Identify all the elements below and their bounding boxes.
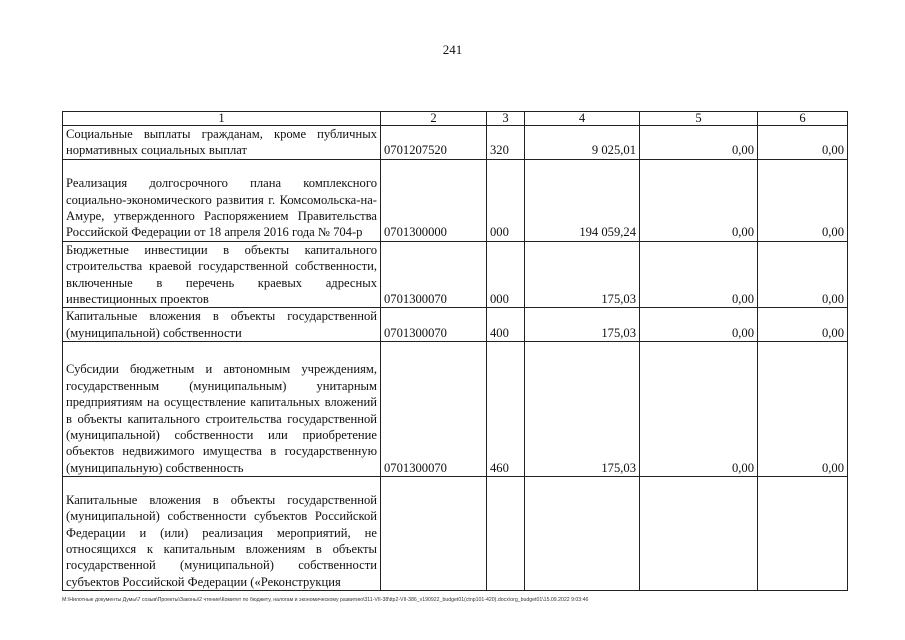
row-name: Субсидии бюджетным и автономным учреждениям, государственным (муниципальным) унитарным предприятиям на осуществление капитальных вложений в объекты капитального строительства государственной (муниципальной) собственности или приобретение объектов недвижимого имущества в государственную (муниципальную) собственность: [63, 342, 381, 477]
row-name: Капитальные вложения в объекты государственной (муниципальной) собственности: [63, 308, 381, 342]
row-expense-type: [487, 477, 525, 591]
row-col5: 0,00: [640, 126, 758, 160]
row-name: Социальные выплаты гражданам, кроме публичных нормативных социальных выплат: [63, 126, 381, 160]
row-target-code: [381, 477, 487, 591]
row-sum: 175,03: [525, 342, 640, 477]
table-row: [63, 308, 848, 342]
row-col6: 0,00: [758, 159, 848, 241]
row-expense-type: 000: [487, 159, 525, 241]
row-col5: 0,00: [640, 342, 758, 477]
table-row: [63, 342, 848, 477]
header-col-4: 4: [525, 112, 640, 126]
header-col-3: 3: [487, 112, 525, 126]
row-sum: 175,03: [525, 308, 640, 342]
row-name: Бюджетные инвестиции в объекты капитального строительства краевой государственной собственности, включенные в перечень краевых адресных инвестиционных проектов: [63, 241, 381, 308]
row-col6: 0,00: [758, 241, 848, 308]
row-target-code: 0701300070: [381, 342, 487, 477]
row-name: Капитальные вложения в объекты государственной (муниципальной) собственности субъектов Российской Федерации и (или) реализация мероприятий, не относящихся к капитальным вложениям в объекты государственной (муниципальной) собственности субъектов Российской Федерации («Реконструкция: [63, 477, 381, 591]
row-col5: 0,00: [640, 308, 758, 342]
page-number: 241: [442, 42, 463, 57]
row-sum: 175,03: [525, 241, 640, 308]
row-col5: [640, 477, 758, 591]
row-target-code: 0701300070: [381, 308, 487, 342]
row-col6: 0,00: [758, 308, 848, 342]
row-col5: 0,00: [640, 159, 758, 241]
header-col-1: 1: [63, 112, 381, 126]
row-target-code: 0701300070: [381, 241, 487, 308]
row-expense-type: 000: [487, 241, 525, 308]
table-row: [63, 477, 848, 591]
table-row: [63, 126, 848, 160]
row-col6: 0,00: [758, 342, 848, 477]
row-target-code: 0701300000: [381, 159, 487, 241]
row-sum: 194 059,24: [525, 159, 640, 241]
row-expense-type: 460: [487, 342, 525, 477]
budget-table: [62, 111, 848, 591]
header-row: [63, 112, 848, 126]
row-col5: 0,00: [640, 241, 758, 308]
row-sum: [525, 477, 640, 591]
row-col6: [758, 477, 848, 591]
document-footer-path: M:\Нилотные документы Думы\7 созыв\Проекты\Законы\2 чтение\Комитет по бюджету, налогам и экономическому развитию\311-VII-38\ttp2-VII-386_v190922_budget01(ctnp101-420).docx\org_budget01\15.09.2022 9:03:46: [62, 597, 589, 603]
row-target-code: 0701207520: [381, 126, 487, 160]
row-col6: 0,00: [758, 126, 848, 160]
table-row: [63, 159, 848, 241]
row-expense-type: 320: [487, 126, 525, 160]
header-col-2: 2: [381, 112, 487, 126]
row-expense-type: 400: [487, 308, 525, 342]
table-row: [63, 241, 848, 308]
row-name: Реализация долгосрочного плана комплексного социально-экономического развития г. Комсомольска-на-Амуре, утвержденного Распоряжением Правительства Российской Федерации от 18 апреля 2016 года № 704-р: [63, 159, 381, 241]
header-col-6: 6: [758, 112, 848, 126]
header-col-5: 5: [640, 112, 758, 126]
row-sum: 9 025,01: [525, 126, 640, 160]
